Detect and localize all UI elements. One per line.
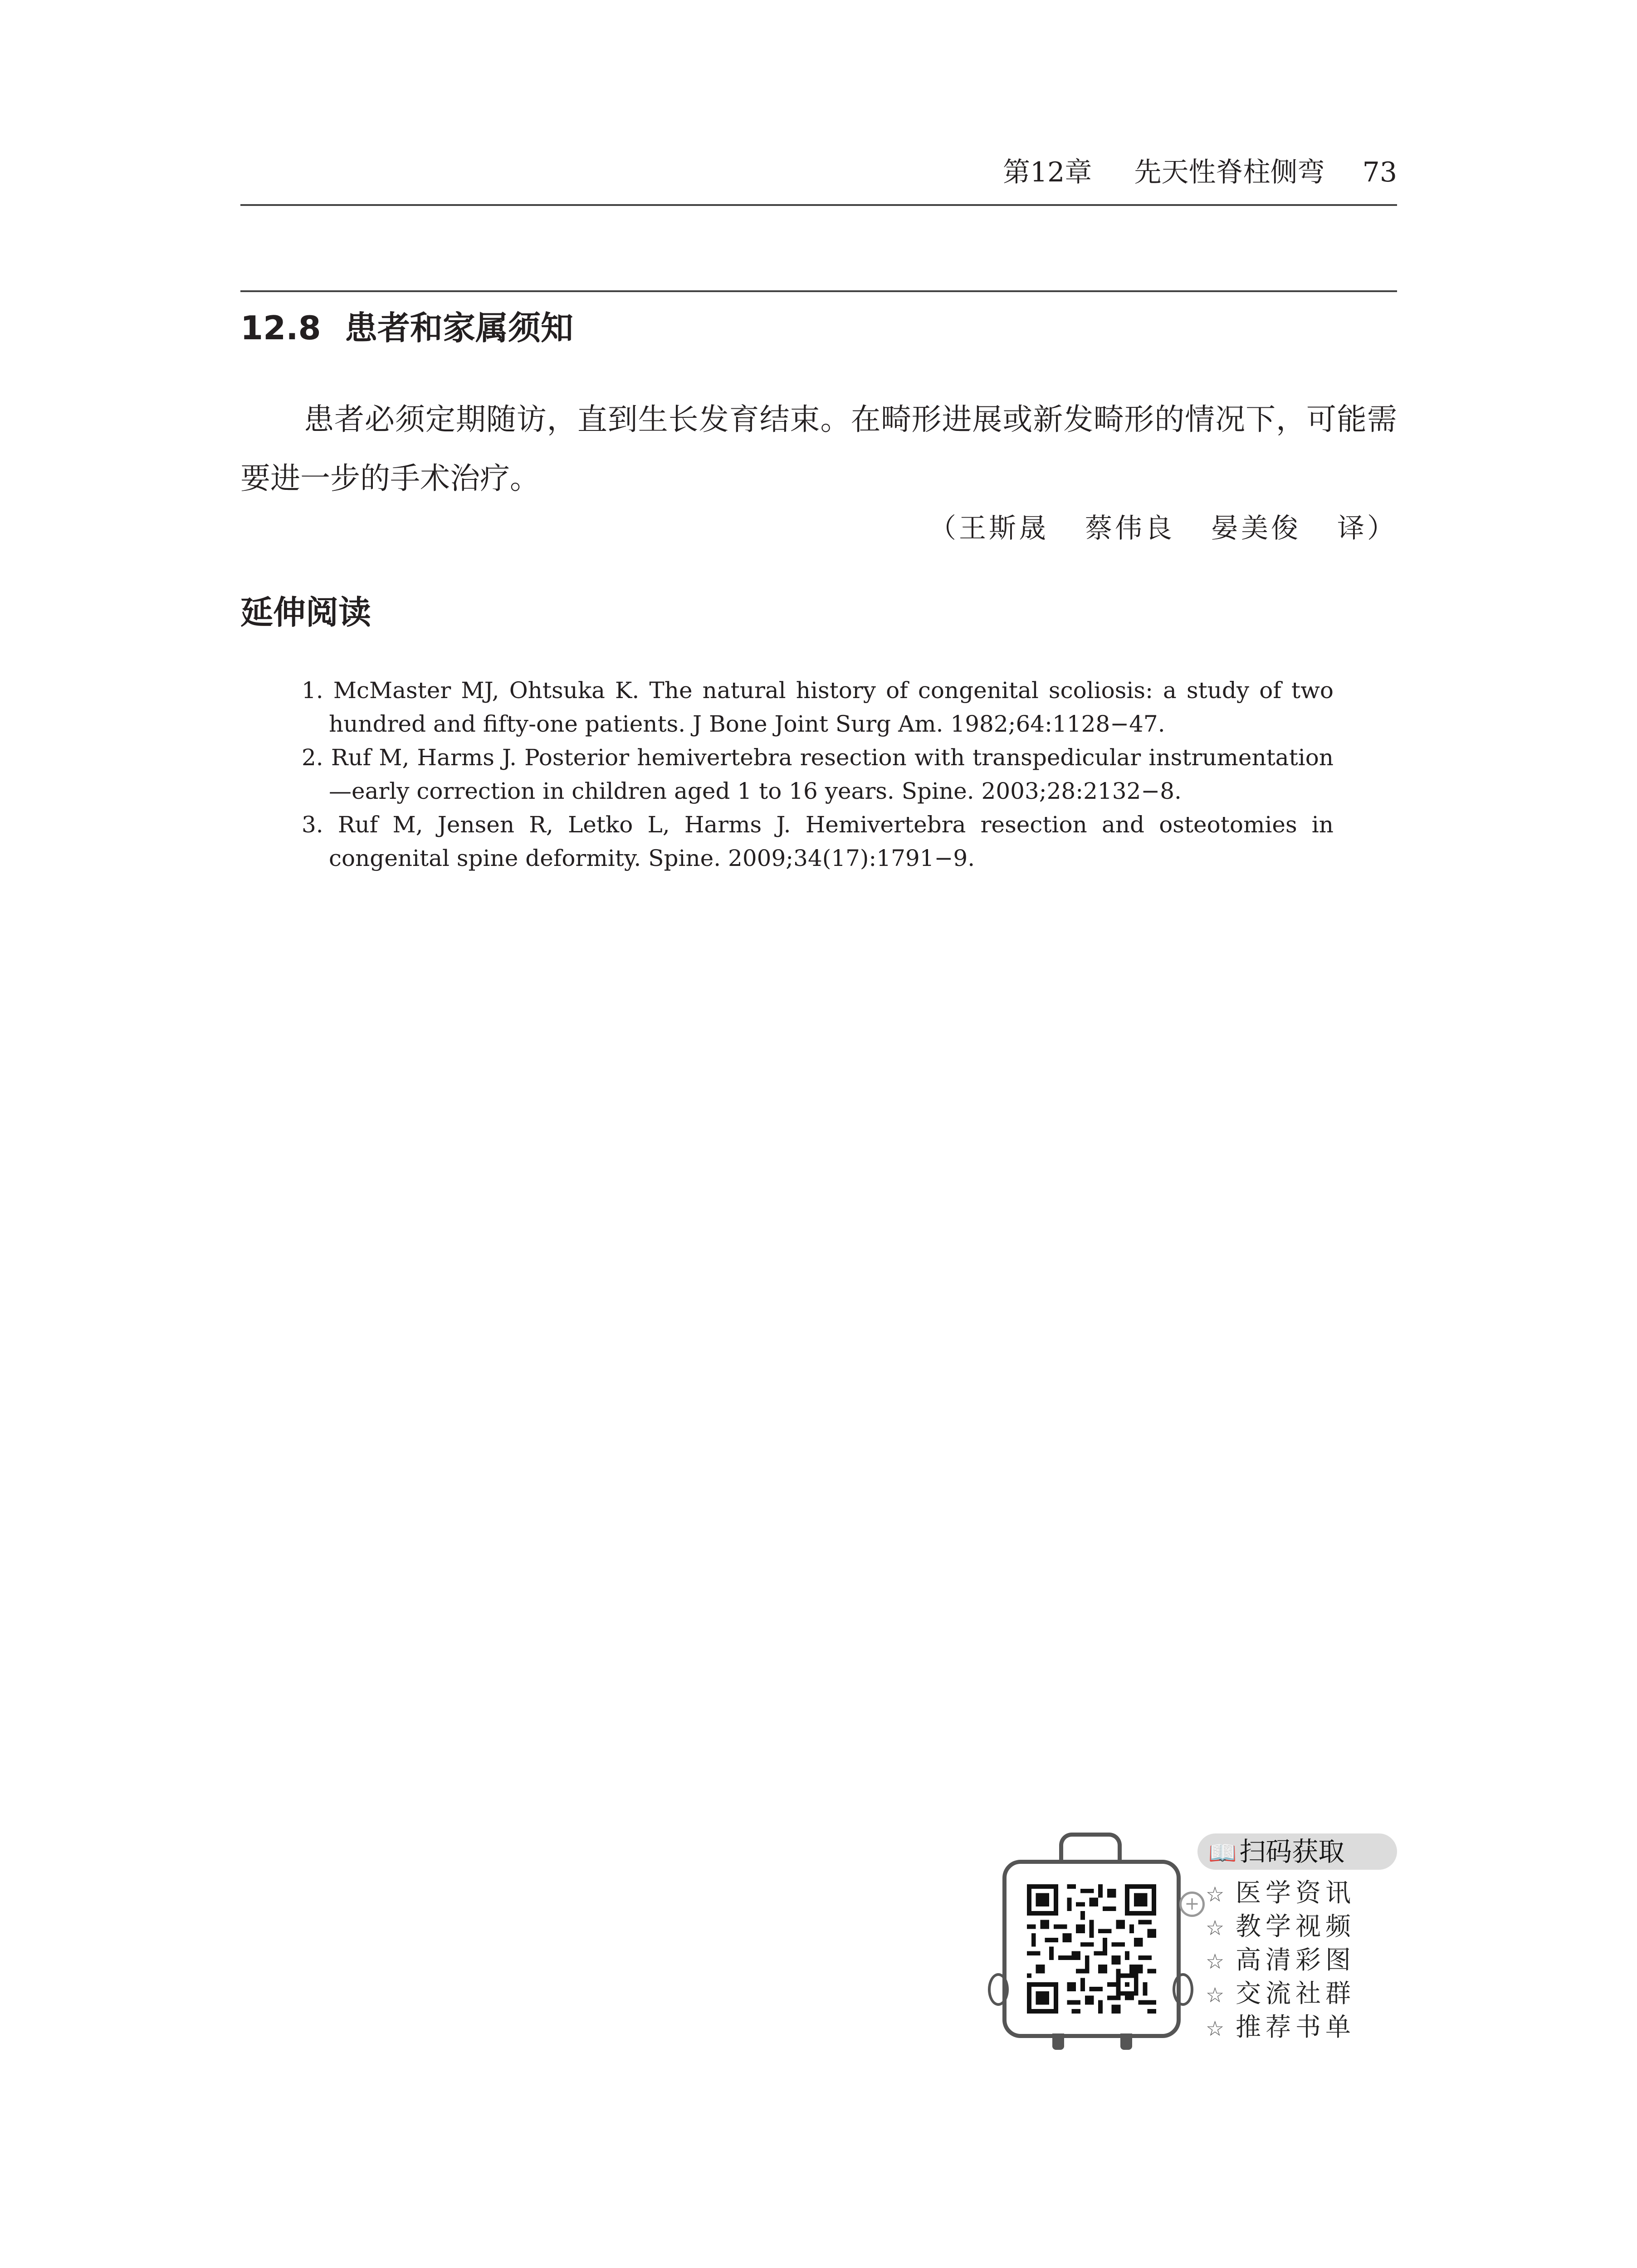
translator-suffix: 译） — [1337, 513, 1397, 544]
translator-name: 王斯晟 — [959, 513, 1049, 544]
section-rule — [240, 290, 1397, 292]
running-header — [240, 154, 1397, 197]
mascot-right-arm — [1173, 1973, 1193, 2006]
qr-code-icon[interactable] — [1027, 1884, 1156, 2014]
star-outline-icon: ☆ — [1206, 1949, 1225, 1974]
reference-item: 3. Ruf M, Jensen R, Letko L, Harms J. Hemivertebra resection and osteotomies in congenital spine deformity. Spine. 2009;34(17):1791−9. — [302, 811, 1334, 871]
scan-to-get-badge — [1197, 1833, 1397, 1870]
further-reading-heading: 延伸阅读 — [240, 593, 371, 631]
qr-promo-panel — [984, 1823, 1402, 2059]
star-outline-icon: ☆ — [1206, 2016, 1225, 2041]
feature-item: ☆ 高清彩图 — [1206, 1944, 1355, 1978]
translator-credit — [929, 508, 1397, 549]
body-paragraph — [240, 390, 1397, 508]
feature-item: ☆ 教学视频 — [1206, 1911, 1355, 1944]
mascot-left-leg — [1052, 2033, 1064, 2050]
star-outline-icon: ☆ — [1206, 1882, 1225, 1906]
mascot-right-leg — [1120, 2033, 1132, 2050]
star-outline-icon: ☆ — [1206, 1916, 1225, 1940]
reference-item: 1. McMaster MJ, Ohtsuka K. The natural history of congenital scoliosis: a study of two hundred and fifty-one patients. J Bone Joint Surg Am. 1982;64:1128−47. — [302, 677, 1334, 737]
mascot-left-arm — [988, 1973, 1009, 2006]
section-number: 12.8 — [240, 309, 321, 347]
reference-item: 2. Ruf M, Harms J. Posterior hemivertebra resection with transpedicular instrumentation—early correction in children aged 1 to 16 years. Spine. 2003;28:2132−8. — [302, 744, 1334, 804]
body-paragraph-text: 患者必须定期随访，直到生长发育结束。在畸形进展或新发畸形的情况下，可能需要进一步的手术治疗。 — [240, 402, 1397, 496]
reference-list — [302, 674, 1334, 875]
scan-badge-text: 扫码获取 — [1239, 1836, 1345, 1867]
header-rule — [240, 204, 1397, 206]
section-title: 患者和家属须知 — [345, 309, 574, 347]
page-number: 73 — [1362, 156, 1397, 188]
book-icon: 📖 — [1208, 1840, 1237, 1866]
star-outline-icon: ☆ — [1206, 1983, 1225, 2007]
running-header-text — [1003, 154, 1397, 191]
qr-code-frame[interactable] — [1002, 1860, 1181, 2038]
plus-icon: + — [1179, 1892, 1205, 1917]
feature-item: ☆ 医学资讯 — [1206, 1877, 1355, 1911]
translator-name: 晏美俊 — [1211, 513, 1301, 544]
feature-list — [1206, 1877, 1355, 2045]
section-heading — [240, 303, 573, 353]
translator-name: 蔡伟良 — [1085, 513, 1175, 544]
chapter-number: 第12章 — [1002, 156, 1092, 188]
translator-open-paren: （ — [929, 513, 959, 544]
feature-item: ☆ 推荐书单 — [1206, 2011, 1355, 2045]
chapter-title: 先天性脊柱侧弯 — [1134, 156, 1325, 188]
feature-item: ☆ 交流社群 — [1206, 1978, 1355, 2011]
